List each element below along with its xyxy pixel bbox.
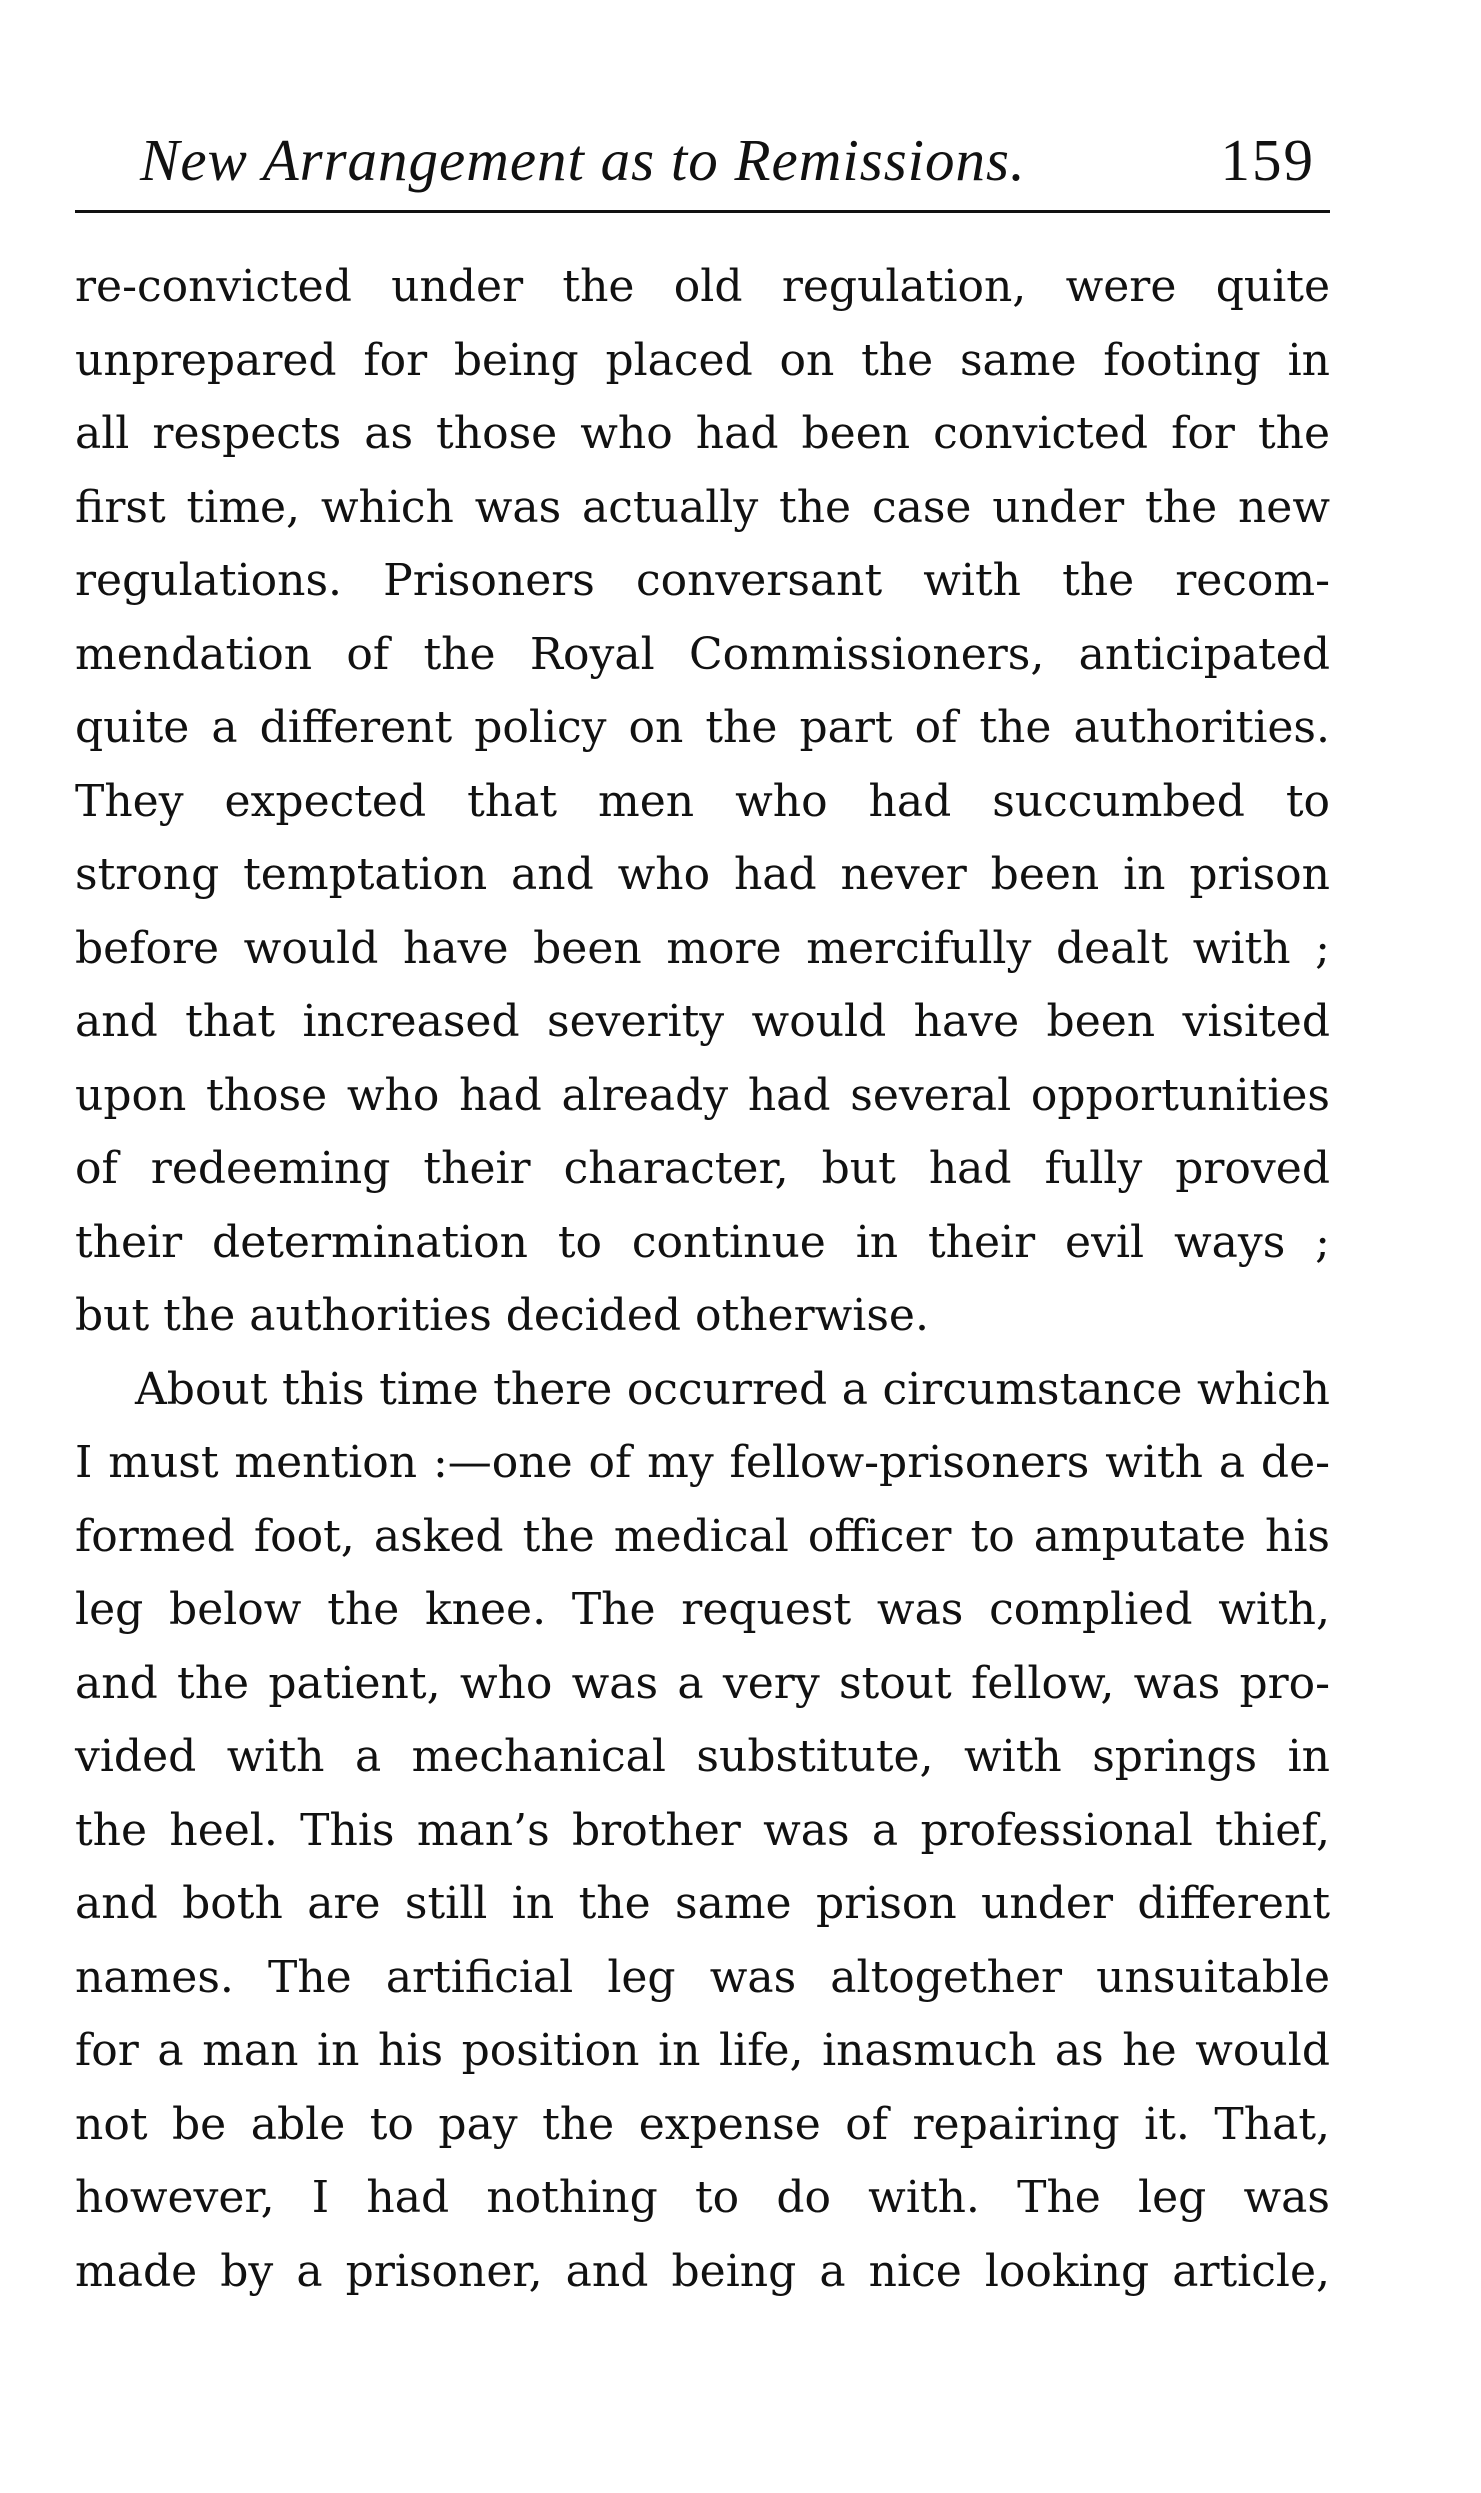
- paragraph: [75, 1353, 1330, 2309]
- page-number: 159: [1220, 127, 1315, 193]
- text-line: not be able to pay the expense of repairing it. That,: [75, 2098, 1330, 2150]
- text-line: leg below the knee. The request was complied with,: [75, 1584, 1330, 1635]
- text-line: They expected that men who had succumbed to: [75, 775, 1330, 827]
- text-line: their determination to continue in their evil ways ;: [75, 1216, 1330, 1268]
- text-line: formed foot, asked the medical officer to amputate his: [75, 1510, 1330, 1562]
- text-line: of redeeming their character, but had fully proved: [75, 1143, 1330, 1194]
- text-line: regulations. Prisoners conversant with the recom-: [75, 555, 1330, 606]
- text-line: About this time there occurred a circumstance which: [135, 1363, 1330, 1415]
- text-line: and the patient, who was a very stout fellow, was pro-: [75, 1657, 1330, 1709]
- text-line: made by a prisoner, and being a nice looking article,: [75, 2245, 1330, 2297]
- text-line: the heel. This man’s brother was a professional thief,: [75, 1804, 1330, 1856]
- text-line: but the authorities decided otherwise.: [75, 1290, 929, 1341]
- text-line: vided with a mechanical substitute, with springs in: [75, 1731, 1330, 1782]
- text-line: however, I had nothing to do with. The leg was: [75, 2172, 1330, 2223]
- header-rule: [75, 210, 1330, 213]
- text-line: before would have been more mercifully dealt with ;: [75, 922, 1330, 974]
- text-line: re-convicted under the old regulation, were quite: [75, 261, 1330, 312]
- running-head-title: New Arrangement as to Remissions.: [140, 127, 1026, 193]
- text-line: for a man in his position in life, inasmuch as he would: [75, 2025, 1330, 2076]
- text-line: unprepared for being placed on the same footing in: [75, 334, 1330, 386]
- body-text: [75, 250, 1330, 2308]
- paragraph: [75, 250, 1330, 1353]
- text-line: upon those who had already had several opportunities: [75, 1069, 1330, 1121]
- text-line: names. The artificial leg was altogether unsuitable: [75, 1951, 1330, 2003]
- text-line: and both are still in the same prison under different: [75, 1878, 1330, 1929]
- text-line: quite a different policy on the part of the authorities.: [75, 702, 1330, 753]
- text-line: strong temptation and who had never been in prison: [75, 849, 1330, 900]
- text-line: and that increased severity would have been visited: [75, 996, 1330, 1047]
- text-line: first time, which was actually the case under the new: [75, 481, 1330, 533]
- text-line: all respects as those who had been convicted for the: [75, 408, 1330, 459]
- running-head: [75, 120, 1330, 210]
- text-line: mendation of the Royal Commissioners, anticipated: [75, 628, 1330, 680]
- text-line: I must mention :—one of my fellow-prisoners with a de-: [75, 1437, 1330, 1488]
